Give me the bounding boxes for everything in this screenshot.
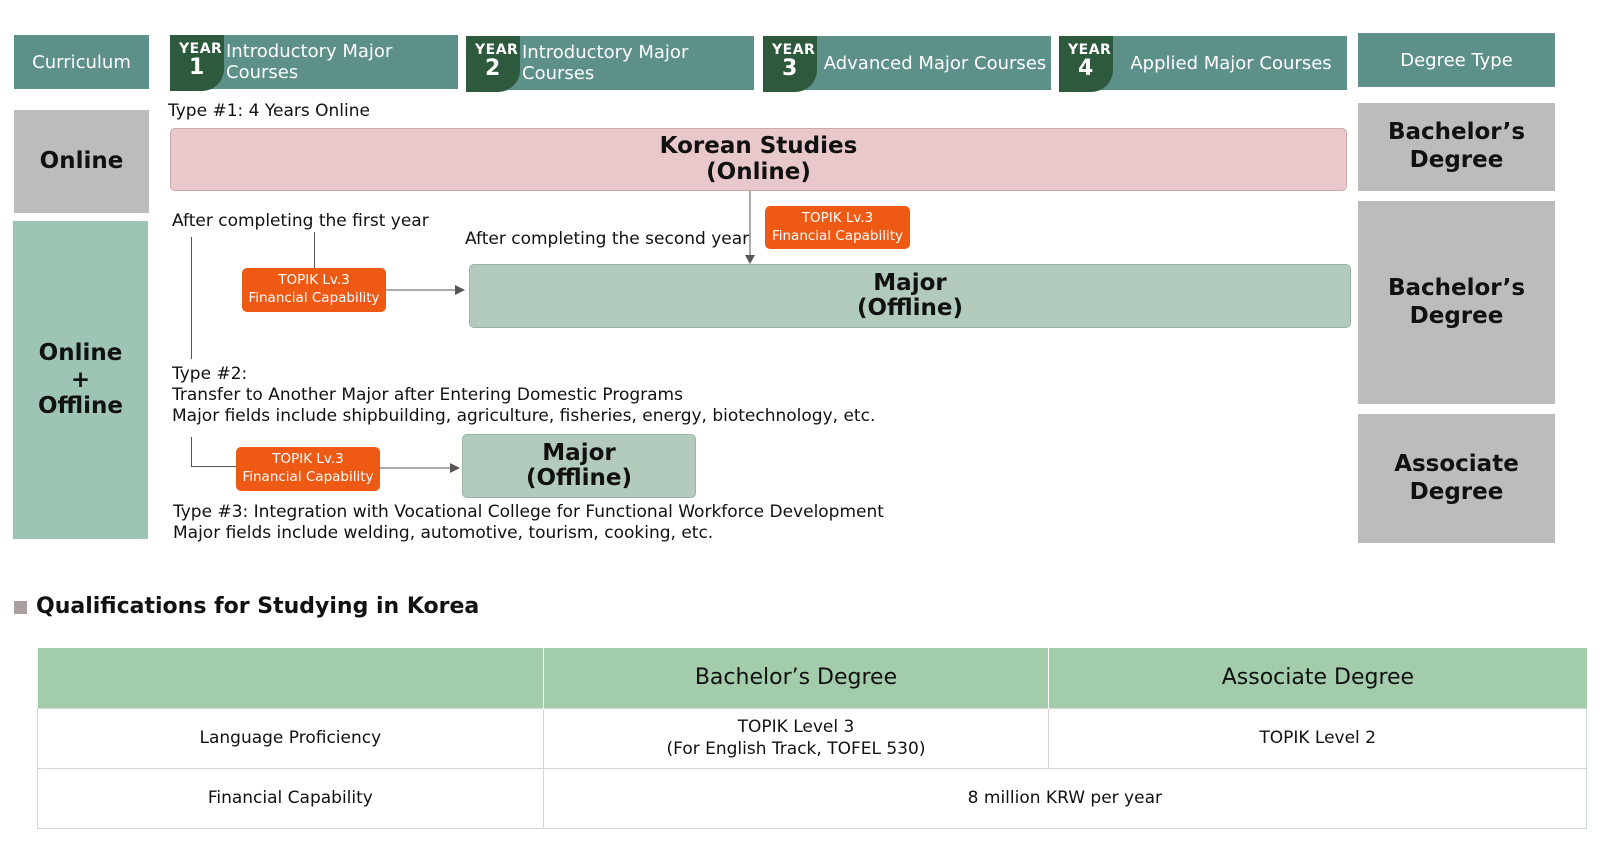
table-header-associate: Associate Degree: [1049, 648, 1587, 708]
after-second-year-label: After completing the second year: [465, 229, 750, 249]
after-first-year-label: After completing the first year: [172, 211, 429, 231]
year-4-title: Applied Major Courses: [1130, 52, 1332, 74]
major-offline-box-1: Major (Offline): [469, 264, 1351, 328]
year-1-tag: YEAR 1: [170, 35, 224, 91]
financial-value-cell: 8 million KRW per year: [543, 768, 1586, 828]
topik-badge-year1: TOPIK Lv.3 Financial Capability: [242, 268, 386, 312]
year-2-tag: YEAR 2: [466, 36, 520, 92]
year-3-header: [763, 36, 1051, 90]
topik-badge-year2: TOPIK Lv.3 Financial Capability: [765, 206, 910, 249]
year-3-title: Advanced Major Courses: [823, 52, 1047, 74]
table-row: [38, 768, 1587, 828]
language-associate-cell: TOPIK Level 2: [1049, 708, 1587, 768]
year-2-header: [466, 36, 754, 90]
language-bachelor-cell: TOPIK Level 3 (For English Track, TOFEL 530): [543, 708, 1049, 768]
table-header-cell: [38, 648, 544, 708]
degree-associate: Associate Degree: [1358, 414, 1555, 543]
year-1-title: Introductory Major Courses: [226, 41, 393, 83]
degree-bachelor-1: Bachelor’s Degree: [1358, 103, 1555, 191]
korean-studies-online-box: Korean Studies (Online): [170, 128, 1347, 191]
table-header-bachelor: Bachelor’s Degree: [543, 648, 1049, 708]
connector-line: [314, 232, 315, 268]
major-offline-box-2: Major (Offline): [462, 434, 696, 498]
table-header-row: [38, 648, 1587, 708]
degree-type-header: [1358, 33, 1555, 87]
qualifications-table: [37, 648, 1587, 829]
topik-badge-type3: TOPIK Lv.3 Financial Capability: [236, 447, 380, 491]
connector-line: [191, 237, 192, 359]
degree-bachelor-2: Bachelor’s Degree: [1358, 201, 1555, 404]
financial-label-cell: Financial Capability: [38, 768, 544, 828]
qualifications-title: Qualifications for Studying in Korea: [36, 594, 480, 619]
year-1-header: [170, 35, 458, 89]
curriculum-header: [14, 35, 149, 89]
row-online-offline: Online + Offline: [13, 221, 148, 539]
type-1-label: Type #1: 4 Years Online: [168, 101, 370, 121]
row-online: Online: [14, 110, 149, 213]
connector-line: [191, 466, 237, 467]
right-arrow-icon: [385, 282, 469, 298]
type-2-description: Type #2: Transfer to Another Major after Entering Domestic Programs Major fields include shipbuilding, agriculture, fisheries, energy, biotechnology, etc.: [172, 364, 876, 426]
connector-line: [191, 437, 192, 466]
year-4-tag: YEAR 4: [1059, 36, 1113, 92]
year-4-header: [1059, 36, 1347, 90]
section-bullet-icon: [14, 601, 27, 614]
degree-type-header-label: Degree Type: [1400, 49, 1513, 71]
year-2-title: Introductory Major Courses: [522, 42, 689, 84]
curriculum-header-label: Curriculum: [32, 51, 131, 73]
type-3-description: Type #3: Integration with Vocational College for Functional Workforce Development Major fields include welding, automotive, tourism, cooking, etc.: [173, 502, 884, 543]
table-row: [38, 708, 1587, 768]
right-arrow-icon: [380, 460, 464, 476]
year-3-tag: YEAR 3: [763, 36, 817, 92]
language-label-cell: Language Proficiency: [38, 708, 544, 768]
